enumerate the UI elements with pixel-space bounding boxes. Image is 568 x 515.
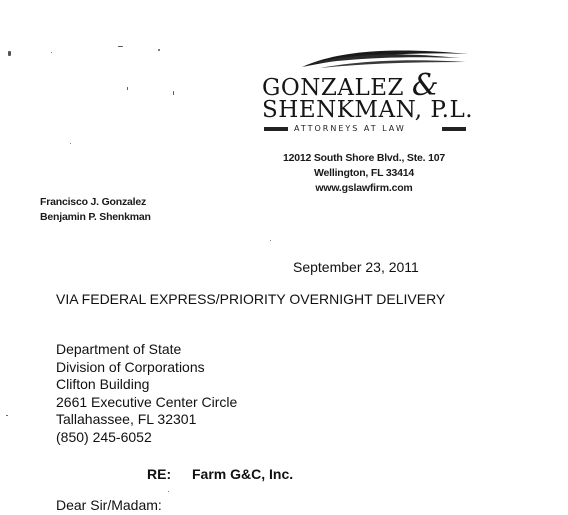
recipient-line: Clifton Building bbox=[56, 376, 150, 392]
firm-website: www.gslawfirm.com bbox=[315, 182, 413, 194]
recipient-address bbox=[56, 341, 237, 446]
re-label: RE: bbox=[147, 466, 172, 482]
partner-name: Benjamin P. Shenkman bbox=[40, 211, 151, 223]
scan-speck bbox=[8, 51, 11, 56]
firm-tagline bbox=[264, 124, 466, 134]
firm-name-ampersand: & bbox=[411, 68, 440, 103]
firm-address bbox=[266, 151, 462, 196]
swoosh-logo-icon bbox=[300, 44, 470, 70]
partner-list bbox=[40, 195, 151, 225]
scan-speck bbox=[158, 49, 160, 51]
scan-speck bbox=[118, 46, 123, 47]
scan-speck bbox=[6, 415, 8, 416]
tagline-text: ATTORNEYS AT LAW bbox=[294, 124, 406, 133]
address-street: 12012 South Shore Blvd., Ste. 107 bbox=[282, 152, 446, 164]
scan-speck bbox=[70, 143, 71, 144]
recipient-line: Tallahassee, FL 32301 bbox=[56, 411, 197, 427]
re-subject: Farm G&C, Inc. bbox=[192, 466, 294, 482]
re-line bbox=[147, 466, 293, 484]
recipient-line: Department of State bbox=[56, 341, 182, 357]
firm-name-line2: SHENKMAN, P.L. bbox=[262, 97, 474, 123]
recipient-phone: (850) 245-6052 bbox=[56, 428, 152, 445]
scan-speck bbox=[51, 52, 52, 53]
firm-name-gonzalez: GONZALEZ bbox=[262, 75, 404, 101]
letter-date: September 23, 2011 bbox=[293, 259, 419, 275]
recipient-line: 2661 Executive Center Circle bbox=[56, 393, 238, 410]
scan-speck bbox=[127, 87, 128, 90]
tagline-bar-right bbox=[442, 127, 466, 131]
scan-speck bbox=[173, 91, 174, 95]
salutation: Dear Sir/Madam: bbox=[56, 497, 162, 513]
scan-speck bbox=[168, 491, 169, 492]
scan-speck bbox=[270, 240, 271, 241]
recipient-line: Division of Corporations bbox=[56, 358, 205, 375]
partner-name: Francisco J. Gonzalez bbox=[40, 196, 147, 208]
delivery-method: VIA FEDERAL EXPRESS/PRIORITY OVERNIGHT DELIVERY bbox=[56, 291, 446, 307]
tagline-bar-left bbox=[264, 127, 288, 131]
address-city: Wellington, FL 33414 bbox=[313, 167, 415, 179]
